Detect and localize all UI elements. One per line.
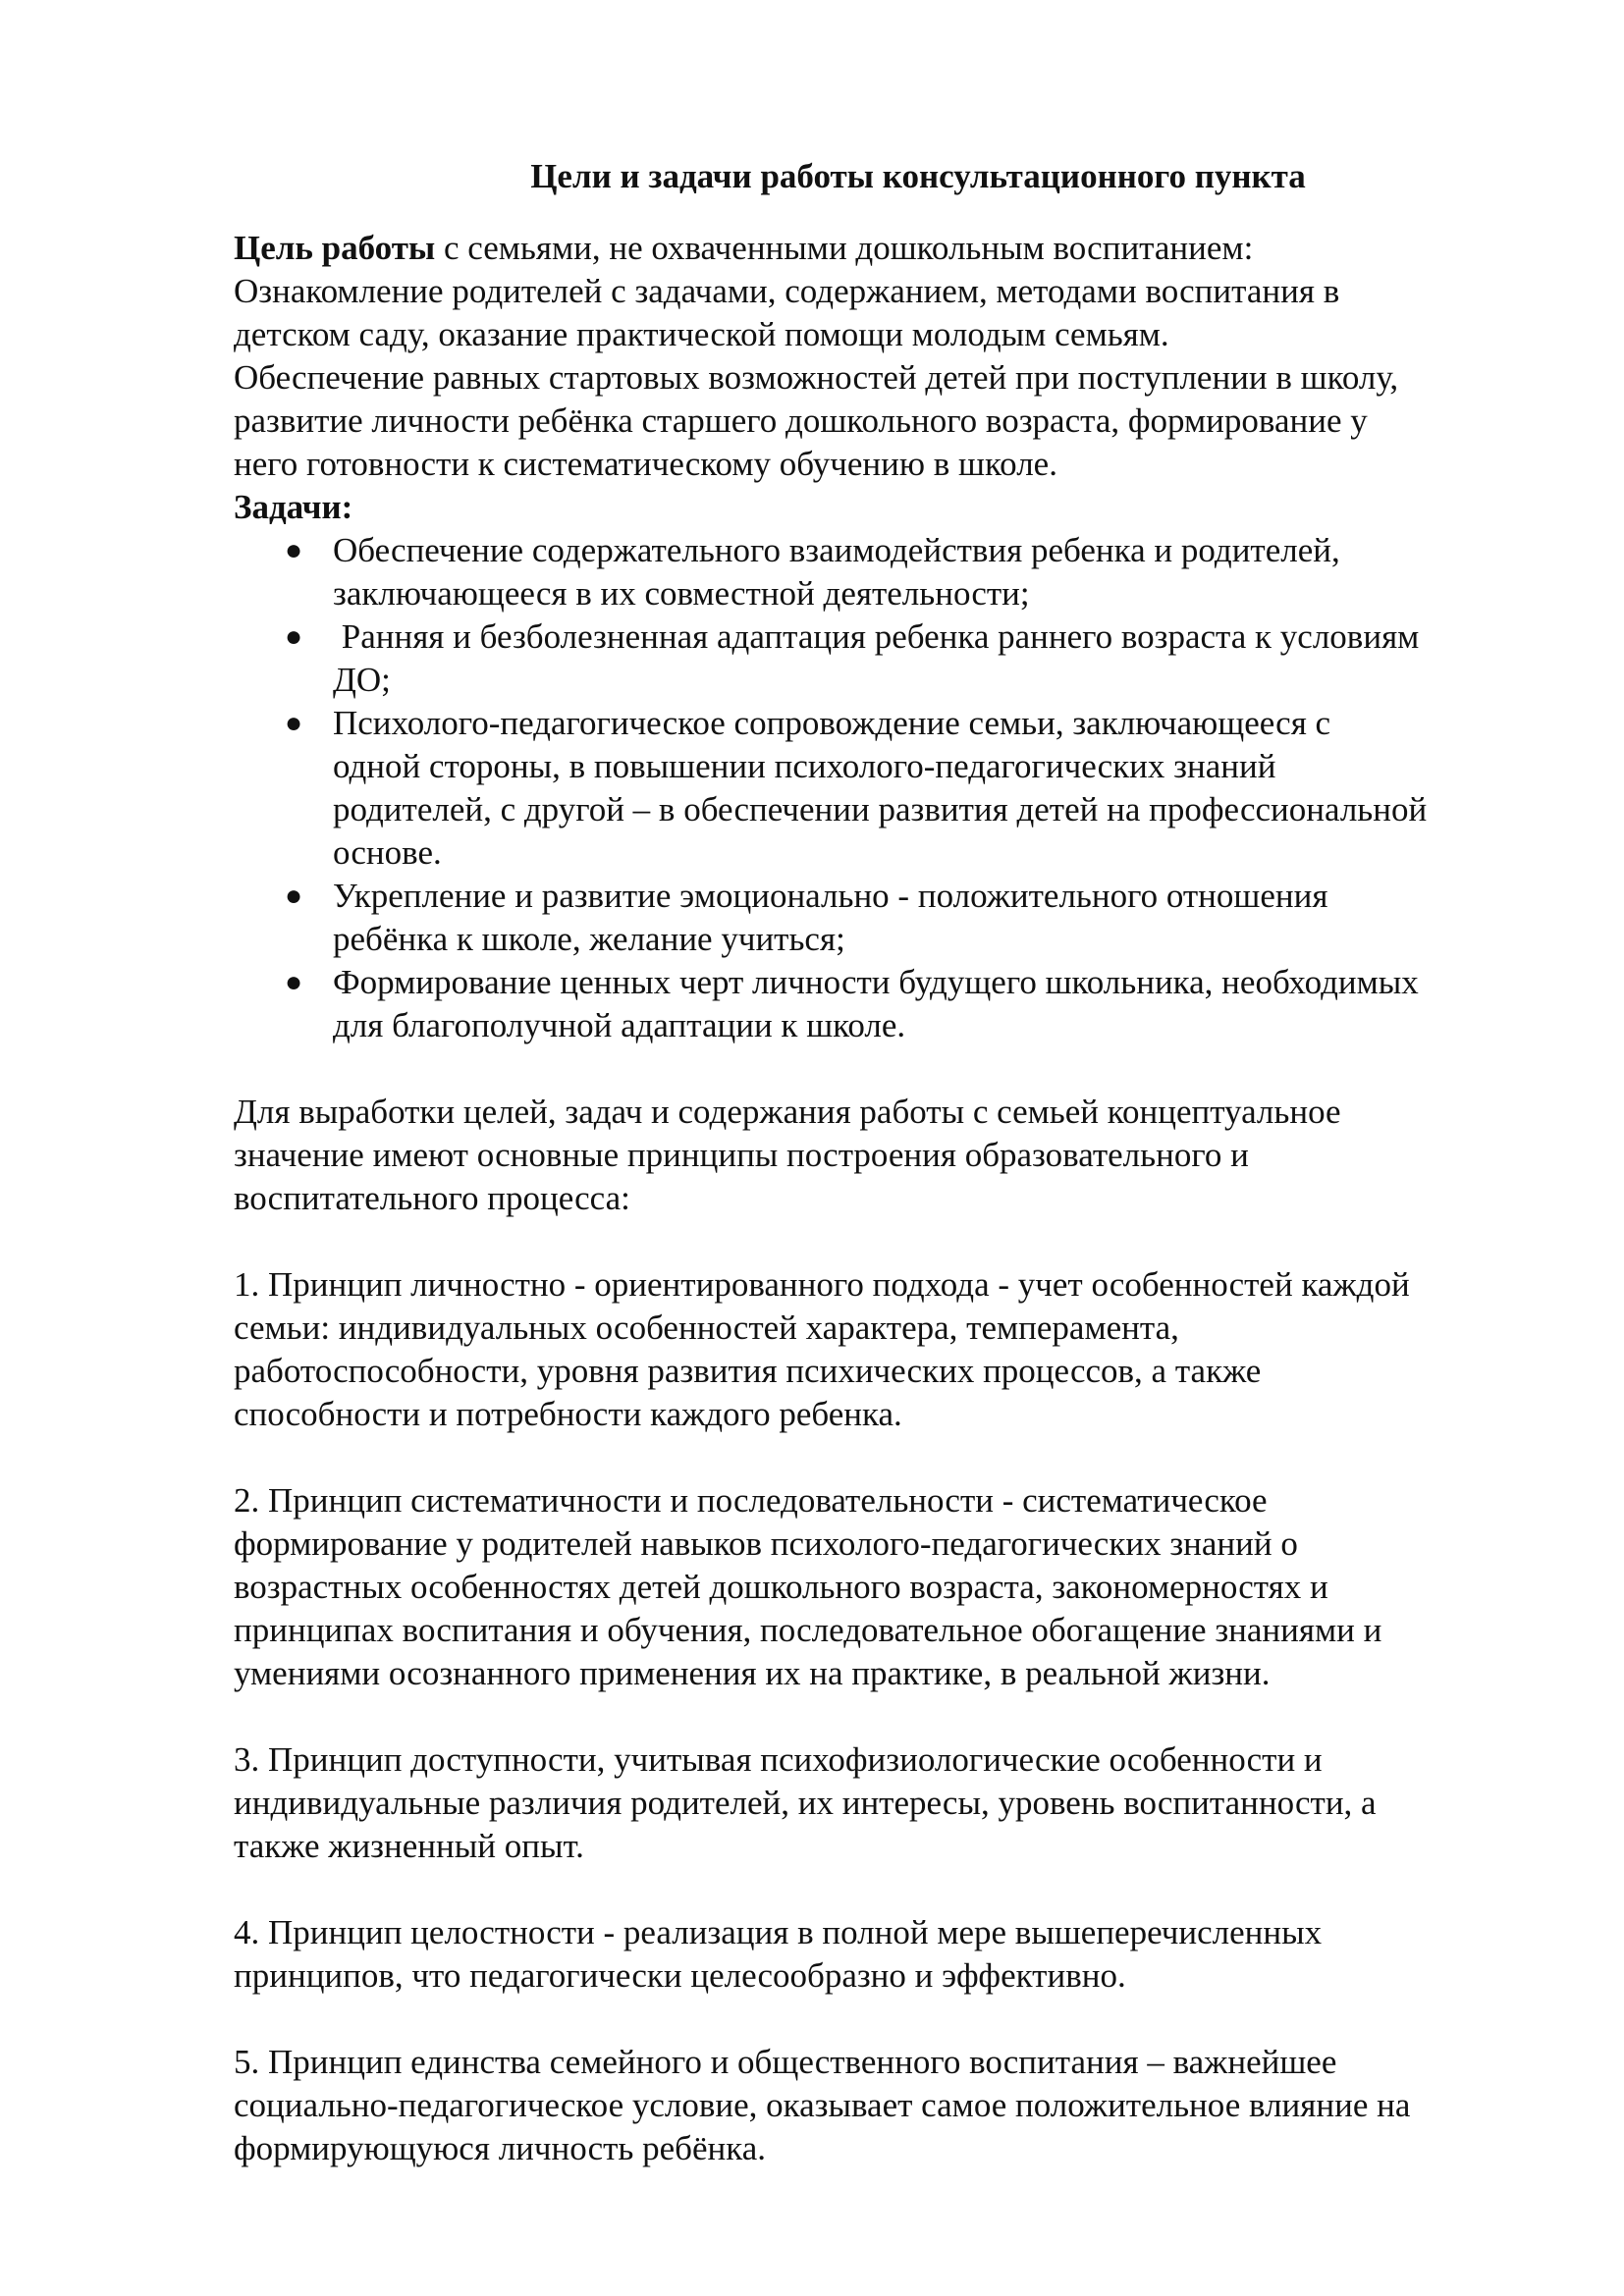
intro-line: Для выработки целей, задач и содержания работы с семьей концептуальное [234,1093,1341,1131]
principle-paragraph-3 [234,1738,1530,1868]
principle-line: формирование у родителей навыков психолого-педагогических знаний о [234,1524,1298,1563]
bullet-icon: ● [285,966,303,998]
goal-paragraph [234,227,1530,486]
principle-line: также жизненный опыт. [234,1827,584,1865]
principle-line: возрастных особенностях детей дошкольного возраста, закономерностях и [234,1568,1328,1606]
principle-paragraph-4 [234,1911,1530,1998]
task-line: заключающееся в их совместной деятельности; [333,574,1030,613]
task-line: Психолого-педагогическое сопровождение семьи, заключающееся с [333,704,1331,742]
tasks-heading: Задачи: [234,488,353,526]
goal-line: развитие личности ребёнка старшего дошкольного возраста, формирование у [234,401,1368,440]
task-line: одной стороны, в повышении психолого-педагогических знаний [333,747,1276,785]
bullet-icon: ● [285,534,303,566]
principle-line: принципов, что педагогически целесообразно и эффективно. [234,1956,1126,1995]
bullet-icon: ● [285,620,303,653]
principle-line: индивидуальные различия родителей, их интересы, уровень воспитанности, а [234,1784,1377,1822]
principle-line: работоспособности, уровня развития психических процессов, а также [234,1352,1262,1390]
spacer [234,1220,1530,1263]
spacer [234,1047,1530,1091]
task-line: основе. [333,833,442,872]
principle-line: 2. Принцип систематичности и последовательности - систематическое [234,1481,1268,1520]
task-line: родителей, с другой – в обеспечении развития детей на профессиональной [333,790,1428,828]
principle-line: формирующуюся личность ребёнка. [234,2129,767,2167]
principle-line: семьи: индивидуальных особенностей характера, темперамента, [234,1308,1179,1347]
tasks-list [234,529,1530,1047]
task-line: Формирование ценных черт личности будущего школьника, необходимых [333,963,1419,1001]
principle-paragraph-2 [234,1479,1530,1695]
goal-label: Цель работы [234,229,436,267]
document-page [234,155,1530,2170]
intro-line: значение имеют основные принципы построения образовательного и [234,1136,1249,1174]
intro-line: воспитательного процесса: [234,1179,630,1217]
spacer [234,1868,1530,1911]
task-line: ребёнка к школе, желание учиться; [333,920,845,958]
goal-line: Ознакомление родителей с задачами, содержанием, методами воспитания в [234,272,1340,310]
principle-line: 4. Принцип целостности - реализация в полной мере вышеперечисленных [234,1913,1323,1951]
document-title: Цели и задачи работы консультационного пункта [530,157,1306,195]
task-item [234,875,1530,961]
spacer [234,1998,1530,2041]
task-line: ДО; [333,661,391,699]
task-item [234,615,1530,702]
principle-paragraph-5 [234,2041,1530,2170]
principle-line: способности и потребности каждого ребенка. [234,1395,902,1433]
task-line: Ранняя и безболезненная адаптация ребенка раннего возраста к условиям [333,617,1420,656]
task-item [234,961,1530,1047]
goal-line: него готовности к систематическому обучению в школе. [234,445,1057,483]
goal-line: детском саду, оказание практической помощи молодым семьям. [234,315,1169,353]
principle-line: социально-педагогическое условие, оказывает самое положительное влияние на [234,2086,1411,2124]
spacer [234,1695,1530,1738]
bullet-icon: ● [285,880,303,912]
principle-paragraph-1 [234,1263,1530,1436]
principle-line: умениями осознанного применения их на практике, в реальной жизни. [234,1654,1271,1692]
task-line: для благополучной адаптации к школе. [333,1006,906,1044]
goal-text: с семьями, не охваченными дошкольным воспитанием: [435,229,1254,267]
task-line: Обеспечение содержательного взаимодействия ребенка и родителей, [333,531,1340,569]
goal-line-1 [234,227,1530,270]
principle-line: 5. Принцип единства семейного и общественного воспитания – важнейшее [234,2043,1337,2081]
principle-line: 3. Принцип доступности, учитывая психофизиологические особенности и [234,1740,1323,1779]
task-line: Укрепление и развитие эмоционально - положительного отношения [333,877,1328,915]
task-item [234,529,1530,615]
principle-line: 1. Принцип личностно - ориентированного подхода - учет особенностей каждой [234,1265,1410,1304]
goal-line: Обеспечение равных стартовых возможностей детей при поступлении в школу, [234,358,1399,397]
task-item [234,702,1530,875]
principle-line: принципах воспитания и обучения, последовательное обогащение знаниями и [234,1611,1382,1649]
bullet-icon: ● [285,707,303,739]
intro-paragraph [234,1091,1530,1220]
spacer [234,1436,1530,1479]
